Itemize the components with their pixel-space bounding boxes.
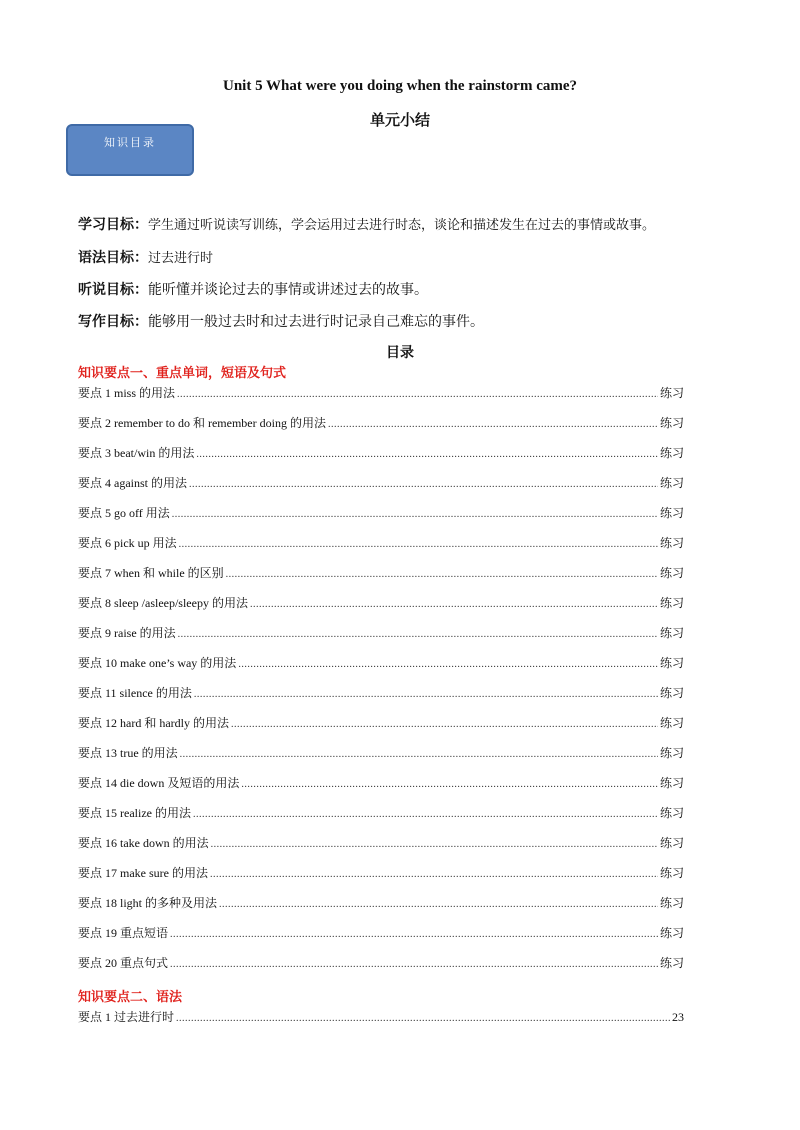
toc-section-2: 知识要点二、语法 — [78, 990, 183, 1005]
goal-listening-speaking — [78, 279, 428, 299]
toc-item-title: 要点 10 make one’s way 的用法 — [78, 656, 237, 670]
toc-item-page: 练习 — [659, 776, 684, 790]
toc-leader — [172, 509, 658, 520]
toc-item-page: 练习 — [659, 536, 684, 550]
toc-item-page: 练习 — [659, 956, 684, 970]
toc-item-page: 练习 — [659, 746, 684, 760]
toc-leader — [241, 779, 658, 790]
toc-item-page: 练习 — [659, 626, 684, 640]
toc-item-title: 要点 19 重点短语 — [78, 926, 169, 940]
toc-item-title: 要点 15 realize 的用法 — [78, 806, 191, 820]
toc-item[interactable] — [78, 894, 684, 912]
toc-leader — [196, 449, 658, 460]
toc-item-title: 要点 4 against 的用法 — [78, 476, 187, 490]
toc-leader — [226, 569, 658, 580]
goal-text: 学生通过听说读写训练，学会运用过去进行时态，谈论和描述发生在过去的事情或故事。 — [148, 218, 656, 233]
toc-leader — [194, 689, 658, 700]
goal-label: 语法目标： — [78, 250, 148, 266]
toc-item[interactable] — [78, 804, 684, 822]
toc-item[interactable] — [78, 714, 684, 732]
toc-heading: 目录 — [386, 345, 414, 361]
toc-leader — [210, 869, 658, 880]
toc-item-title: 要点 16 take down 的用法 — [78, 836, 209, 850]
toc-item-page: 练习 — [659, 656, 684, 670]
toc-leader — [179, 539, 658, 550]
toc-item[interactable] — [78, 564, 684, 582]
goal-label: 学习目标： — [78, 217, 148, 233]
toc-item-page: 练习 — [659, 686, 684, 700]
toc-leader — [211, 839, 658, 850]
toc-item-page: 练习 — [659, 476, 684, 490]
toc-item-page: 练习 — [659, 566, 684, 580]
toc-item-title: 要点 11 silence 的用法 — [78, 686, 192, 700]
goal-label: 听说目标： — [78, 282, 148, 298]
toc-item-page: 练习 — [659, 596, 684, 610]
toc-item-page: 23 — [672, 1010, 684, 1024]
toc-item[interactable] — [78, 744, 684, 762]
toc-item[interactable] — [78, 864, 684, 882]
toc-item-title: 要点 3 beat/win 的用法 — [78, 446, 195, 460]
toc-leader — [328, 419, 658, 430]
toc-item-title: 要点 17 make sure 的用法 — [78, 866, 208, 880]
toc-leader — [219, 899, 658, 910]
toc-leader — [178, 629, 658, 640]
toc-item-page: 练习 — [659, 926, 684, 940]
toc-leader — [193, 809, 658, 820]
goal-writing — [78, 311, 484, 331]
toc-item-page: 练习 — [659, 716, 684, 730]
toc-item-title: 要点 13 true 的用法 — [78, 746, 178, 760]
toc-item-page: 练习 — [659, 836, 684, 850]
toc-item[interactable] — [78, 684, 684, 702]
toc-leader — [177, 389, 658, 400]
toc-item-title: 要点 5 go off 用法 — [78, 506, 170, 520]
toc-item-title: 要点 9 raise 的用法 — [78, 626, 176, 640]
toc-item[interactable] — [78, 414, 684, 432]
goal-text: 能够用一般过去时和过去进行时记录自己难忘的事件。 — [148, 314, 484, 330]
toc-item[interactable] — [78, 1008, 684, 1026]
toc-item[interactable] — [78, 504, 684, 522]
toc-item-title: 要点 18 light 的多种及用法 — [78, 896, 218, 910]
toc-item[interactable] — [78, 924, 684, 942]
toc-item[interactable] — [78, 654, 684, 672]
goal-label: 写作目标： — [78, 314, 148, 330]
toc-item-page: 练习 — [659, 866, 684, 880]
toc-badge: 知识目录 — [66, 124, 194, 176]
toc-item-page: 练习 — [659, 416, 684, 430]
toc-leader — [170, 929, 658, 940]
toc-leader — [238, 659, 658, 670]
toc-leader — [180, 749, 658, 760]
toc-item[interactable] — [78, 444, 684, 462]
toc-item-page: 练习 — [659, 896, 684, 910]
toc-section-1: 知识要点一、重点单词，短语及句式 — [78, 366, 287, 381]
toc-item[interactable] — [78, 534, 684, 552]
toc-item-title: 要点 20 重点句式 — [78, 956, 169, 970]
document-subtitle: 单元小结 — [369, 111, 430, 129]
toc-item[interactable] — [78, 954, 684, 972]
goal-grammar — [78, 247, 213, 267]
toc-item[interactable] — [78, 834, 684, 852]
goal-text: 能听懂并谈论过去的事情或讲述过去的故事。 — [148, 282, 428, 298]
goal-learning — [78, 214, 655, 234]
toc-leader — [231, 719, 658, 730]
toc-leader — [250, 599, 658, 610]
toc-item-title: 要点 1 过去进行时 — [78, 1010, 175, 1024]
toc-item-page: 练习 — [659, 386, 684, 400]
toc-item-title: 要点 1 miss 的用法 — [78, 386, 176, 400]
toc-leader — [189, 479, 658, 490]
toc-item[interactable] — [78, 624, 684, 642]
toc-item[interactable] — [78, 774, 684, 792]
toc-item-page: 练习 — [659, 446, 684, 460]
toc-leader — [176, 1013, 670, 1024]
toc-item-title: 要点 7 when 和 while 的区别 — [78, 566, 224, 580]
toc-item-title: 要点 8 sleep /asleep/sleepy 的用法 — [78, 596, 248, 610]
toc-item-title: 要点 12 hard 和 hardly 的用法 — [78, 716, 229, 730]
document-title: Unit 5 What were you doing when the rainstorm came? — [222, 78, 578, 94]
toc-item[interactable] — [78, 474, 684, 492]
toc-item-title: 要点 2 remember to do 和 remember doing 的用法 — [78, 416, 326, 430]
toc-leader — [170, 959, 658, 970]
toc-item-title: 要点 6 pick up 用法 — [78, 536, 177, 550]
toc-item[interactable] — [78, 594, 684, 612]
toc-item-page: 练习 — [659, 506, 684, 520]
toc-item[interactable] — [78, 384, 684, 402]
toc-item-title: 要点 14 die down 及短语的用法 — [78, 776, 240, 790]
toc-item-page: 练习 — [659, 806, 684, 820]
goal-text: 过去进行时 — [148, 251, 214, 266]
